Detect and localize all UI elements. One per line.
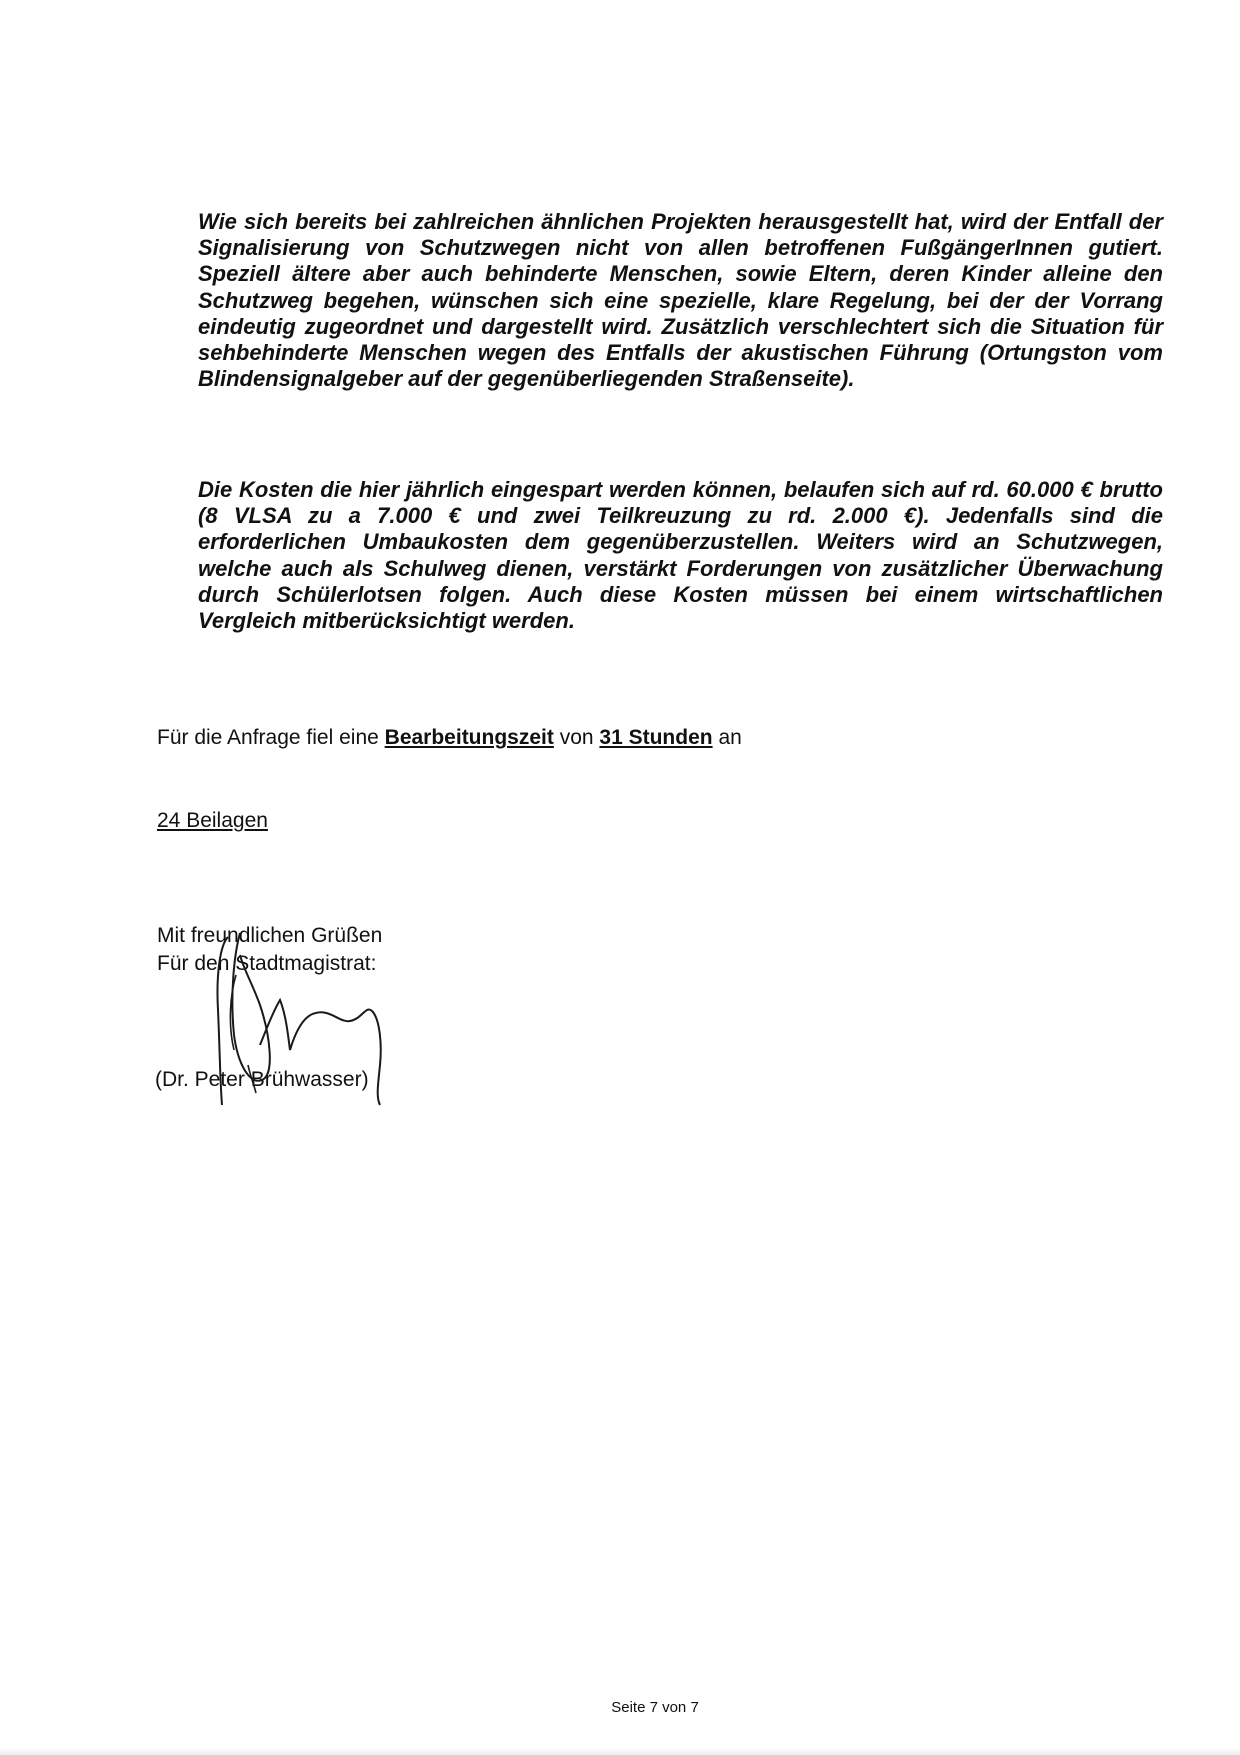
processing-time-middle: von xyxy=(559,726,594,749)
processing-time-prefix: Für die Anfrage fiel eine xyxy=(157,726,379,749)
processing-time-hours: 31 Stunden xyxy=(599,726,713,749)
processing-time-suffix: an xyxy=(718,726,742,749)
paragraph-pedestrian-crossings: Wie sich bereits bei zahlreichen ähnlichen Projekten herausgestellt hat, wird der Entfall der Signalisierung von Schutzwegen nicht von allen betroffenen FußgängerInnen gutiert. Speziell ältere aber auch behinderte Menschen, sowie Eltern, deren Kinder alleine den Schutzweg begehen, wünschen sich eine spezielle, klare Regelung, bei der der Vorrang eindeutig zugeordnet und dargestellt wird. Zusätzlich verschlechtert sich die Situation für sehbehinderte Menschen wegen des Entfalls der akustischen Führung (Ortungston vom Blindensignalgeber auf der gegenüberliegenden Straßenseite). xyxy=(198,209,1163,392)
paragraph-costs: Die Kosten die hier jährlich eingespart werden können, belaufen sich auf rd. 60.000 € brutto (8 VLSA zu a 7.000 € und zwei Teilkreuzung zu rd. 2.000 €). Jedenfalls sind die erforderlichen Umbaukosten dem gegenüberzustellen. Weiters wird an Schutzwegen, welche auch als Schulweg dienen, verstärkt Forderungen von zusätzlicher Überwachung durch Schülerlotsen folgen. Auch diese Kosten müssen bei einem wirtschaftlichen Vergleich mitberücksichtigt werden. xyxy=(198,477,1163,634)
closing-block xyxy=(157,922,382,978)
for-city-council: Für den Stadtmagistrat: xyxy=(157,952,377,975)
scan-edge xyxy=(0,1747,1240,1755)
page-number: Seite 7 von 7 xyxy=(611,1699,699,1716)
enclosures-count: 24 Beilagen xyxy=(157,809,268,832)
signer-name: (Dr. Peter Brühwasser) xyxy=(155,1068,369,1091)
greeting: Mit freundlichen Grüßen xyxy=(157,924,383,947)
processing-time-line xyxy=(157,724,742,751)
processing-time-term: Bearbeitungszeit xyxy=(384,726,554,749)
